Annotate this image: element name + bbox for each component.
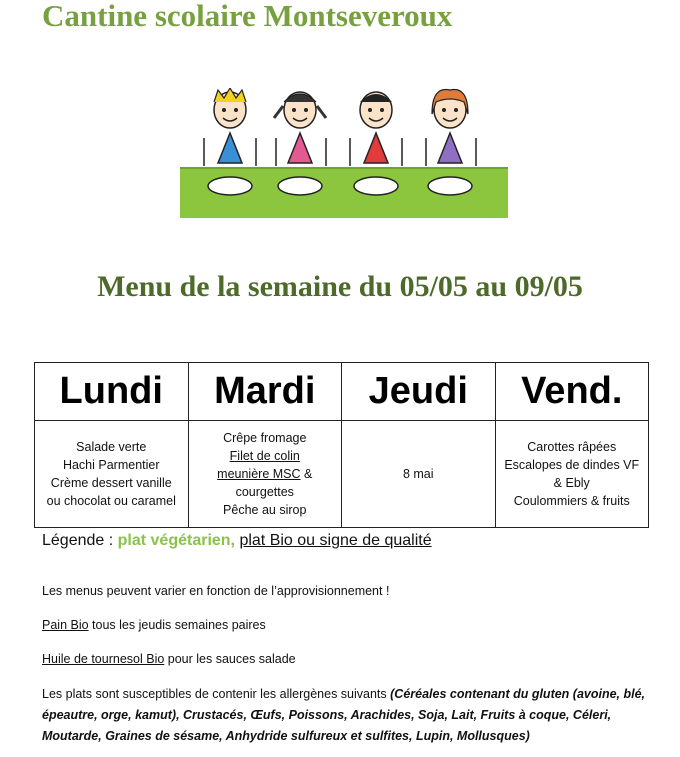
children-at-table-illustration xyxy=(180,88,510,218)
allergens-note xyxy=(42,684,652,747)
day-header-tuesday: Mardi xyxy=(188,363,342,421)
bread-bio: Pain Bio xyxy=(42,618,89,632)
menu-item-bio xyxy=(189,447,342,465)
oil-note xyxy=(42,652,296,666)
legend xyxy=(42,532,432,550)
oil-rest: pour les sauces salade xyxy=(164,652,296,666)
weekly-menu-table xyxy=(34,362,649,528)
allergens-list: (Céréales contenant du gluten (avoine, blé, épeautre, orge, kamut), Crustacés, Œufs, Poissons, Arachides, Soja, Lait, Fruits à coque, Céleri, Moutarde, Graines de sésame, Anhydride sulfureux et sulfites, Lupin, Mollusques) xyxy=(42,687,646,743)
supply-note: Les menus peuvent varier en fonction de l’approvisionnement ! xyxy=(42,584,390,598)
bio-text: meunière MSC xyxy=(217,467,301,481)
menu-item-text: & xyxy=(300,467,313,481)
allergens-intro: Les plats sont susceptibles de contenir les allergènes suivants xyxy=(42,687,391,701)
oil-bio: Huile de tournesol Bio xyxy=(42,652,165,666)
table-menu-row xyxy=(35,421,649,528)
holiday-note: 8 mai xyxy=(402,467,434,481)
menu-cell-tuesday xyxy=(188,421,342,528)
legend-label: Légende : xyxy=(42,532,118,549)
menu-item: Pêche au sirop xyxy=(223,503,307,517)
menu-cell-thursday xyxy=(342,421,496,528)
menu-item: Crêpe fromage xyxy=(223,431,307,445)
menu-week-title: Menu de la semaine du 05/05 au 09/05 xyxy=(97,270,583,303)
day-header-thursday: Jeudi xyxy=(342,363,496,421)
legend-vegetarian: plat végétarien, xyxy=(117,532,235,549)
table-header-row xyxy=(35,363,649,421)
menu-item: Hachi Parmentier xyxy=(62,458,160,472)
menu-item: Escalopes de dindes VF xyxy=(504,458,640,472)
bio-text: Filet de colin xyxy=(229,449,300,463)
bread-rest: tous les jeudis semaines paires xyxy=(88,618,266,632)
menu-item: ou chocolat ou caramel xyxy=(46,494,176,508)
menu-item: Carottes râpées xyxy=(527,440,617,454)
menu-cell-monday xyxy=(35,421,189,528)
menu-item-bio xyxy=(189,465,342,483)
page-title: Cantine scolaire Montseveroux xyxy=(42,0,453,33)
bread-note xyxy=(42,618,266,632)
day-header-monday: Lundi xyxy=(35,363,189,421)
legend-bio: plat Bio ou signe de qualité xyxy=(239,532,432,549)
menu-item: Coulommiers & fruits xyxy=(513,494,630,508)
menu-item: courgettes xyxy=(235,485,294,499)
menu-item: Salade verte xyxy=(76,440,147,454)
menu-cell-friday xyxy=(495,421,649,528)
day-header-friday: Vend. xyxy=(495,363,649,421)
menu-item: Crème dessert vanille xyxy=(50,476,172,490)
menu-item: & Ebly xyxy=(553,476,590,490)
